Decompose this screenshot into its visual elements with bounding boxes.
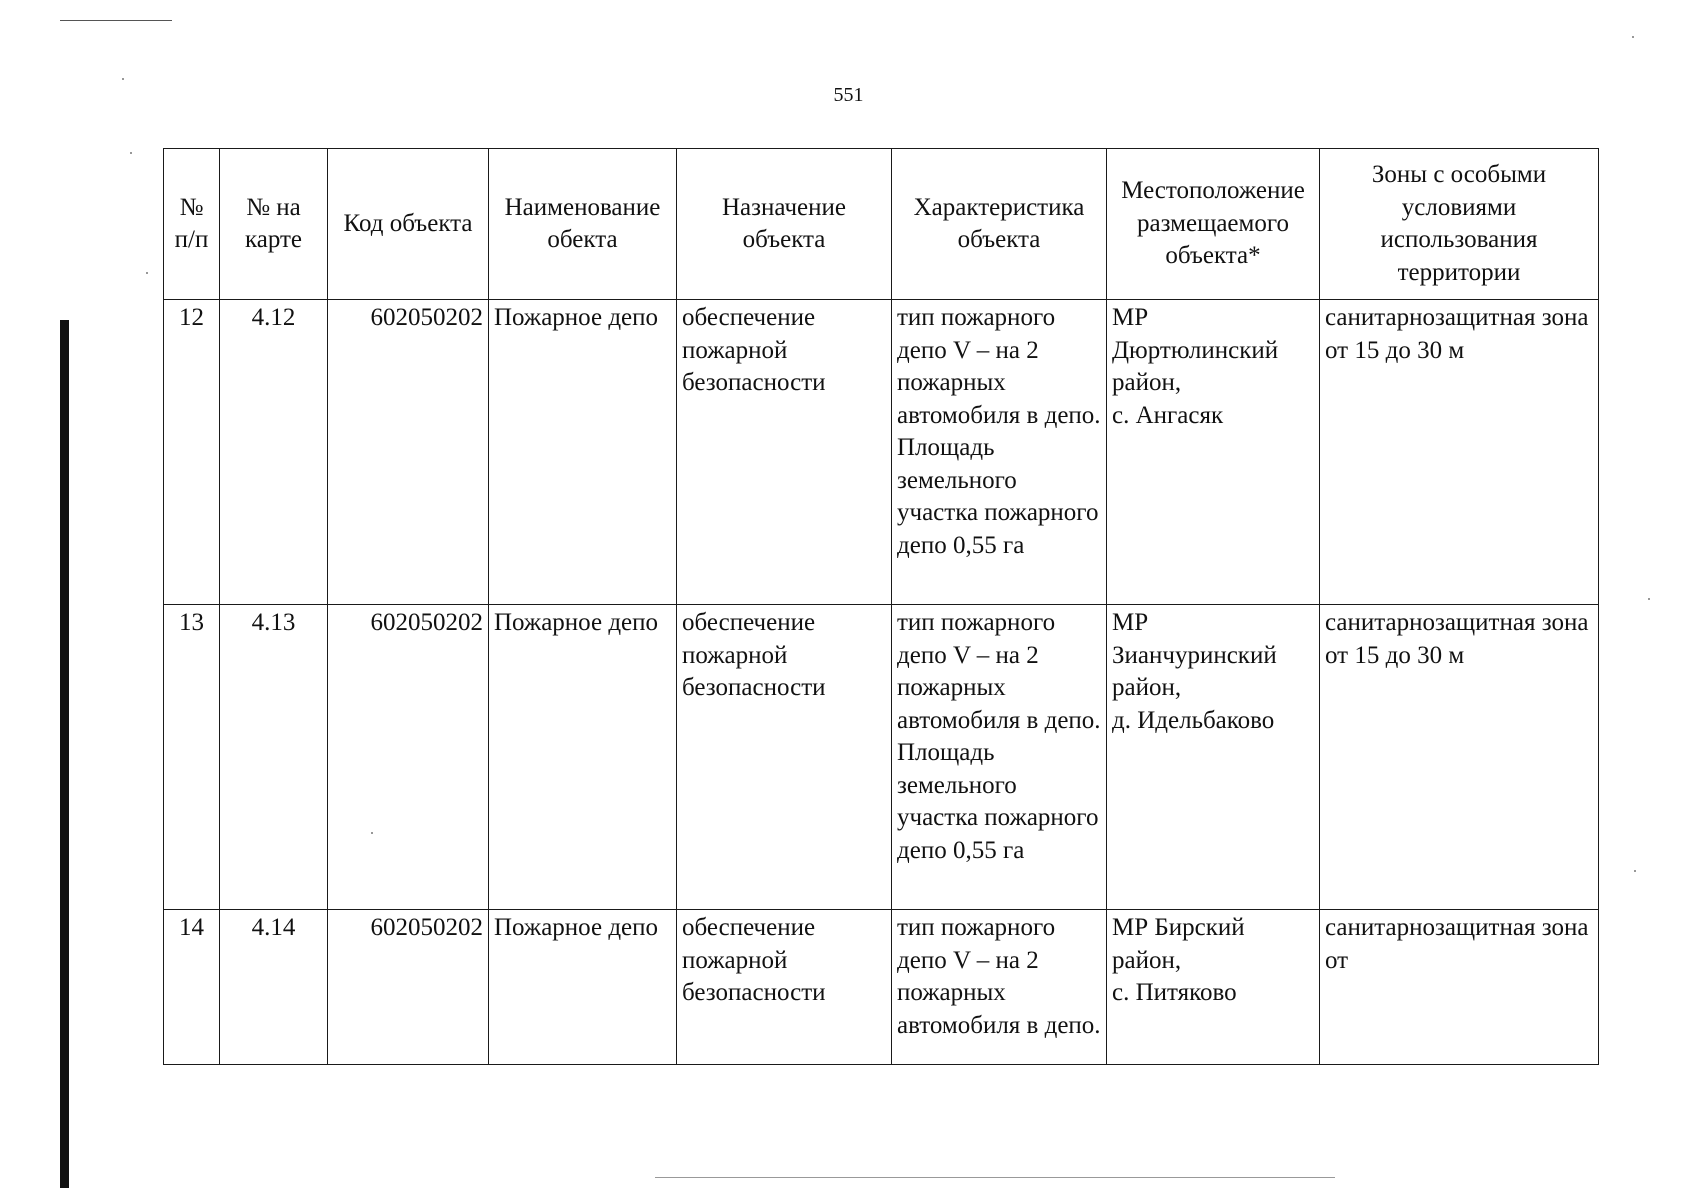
- scan-speck: [1632, 36, 1634, 38]
- cell-location: [1107, 605, 1320, 910]
- cell-num: 13: [164, 605, 220, 910]
- cell-location: [1107, 910, 1320, 1065]
- scan-speck: [122, 78, 124, 80]
- location-district: МР Дюртюлинский район,: [1112, 304, 1279, 396]
- objects-table: [163, 148, 1599, 1065]
- cell-name: Пожарное депо: [489, 910, 677, 1065]
- header-purpose: Назначение объекта: [677, 149, 892, 300]
- cell-num: 12: [164, 300, 220, 605]
- scan-speck: [130, 152, 132, 154]
- table-row: [164, 910, 1599, 1065]
- location-settlement: с. Питяково: [1112, 979, 1237, 1006]
- scan-speck: [146, 272, 148, 274]
- header-characteristic: Характеристика объекта: [892, 149, 1107, 300]
- cell-characteristic: тип пожарного депо V – на 2 пожарных автомобиля в депо. Площадь земельного участка пожарного депо 0,55 га: [892, 605, 1107, 910]
- cell-purpose: обеспечение пожарной безопасности: [677, 910, 892, 1065]
- location-settlement: д. Идельбаково: [1112, 706, 1275, 734]
- header-num: № п/п: [164, 149, 220, 300]
- cell-name: Пожарное депо: [489, 605, 677, 910]
- cell-purpose: обеспечение пожарной безопасности: [677, 605, 892, 910]
- cell-map-num: 4.13: [220, 605, 328, 910]
- page-number: 551: [833, 84, 864, 106]
- location-district: МР Бирский район,: [1112, 914, 1245, 974]
- top-rule: [60, 20, 172, 21]
- cell-characteristic: тип пожарного депо V – на 2 пожарных автомобиля в депо.: [892, 910, 1107, 1065]
- table-row: [164, 605, 1599, 910]
- header-location: Местоположение размещаемого объекта*: [1107, 149, 1320, 300]
- location-settlement: с. Ангасяк: [1112, 401, 1224, 429]
- table-header-row: [164, 149, 1599, 300]
- scan-speck: [1634, 870, 1636, 872]
- cell-code: 602050202: [328, 605, 489, 910]
- cell-purpose: обеспечение пожарной безопасности: [677, 300, 892, 605]
- cell-zones: санитарнозащитная зона от: [1320, 910, 1599, 1065]
- cell-code: 602050202: [328, 910, 489, 1065]
- header-code: Код объекта: [328, 149, 489, 300]
- cell-num: 14: [164, 910, 220, 1065]
- location-district: МР Зианчуринский район,: [1112, 609, 1277, 701]
- cell-map-num: 4.12: [220, 300, 328, 605]
- cell-name: Пожарное депо: [489, 300, 677, 605]
- scan-edge-bar: [60, 320, 69, 1188]
- cell-location: [1107, 300, 1320, 605]
- cell-characteristic: тип пожарного депо V – на 2 пожарных автомобиля в депо. Площадь земельного участка пожарного депо 0,55 га: [892, 300, 1107, 605]
- header-map-num: № на карте: [220, 149, 328, 300]
- table-row: [164, 300, 1599, 605]
- cell-zones: санитарнозащитная зона от 15 до 30 м: [1320, 605, 1599, 910]
- header-zones: Зоны с особыми условиями использования территории: [1320, 149, 1599, 300]
- header-name: Наименование обекта: [489, 149, 677, 300]
- cell-map-num: 4.14: [220, 910, 328, 1065]
- scan-speck: [1648, 598, 1650, 600]
- bottom-rule: [655, 1177, 1335, 1178]
- cell-zones: санитарнозащитная зона от 15 до 30 м: [1320, 300, 1599, 605]
- cell-code: 602050202: [328, 300, 489, 605]
